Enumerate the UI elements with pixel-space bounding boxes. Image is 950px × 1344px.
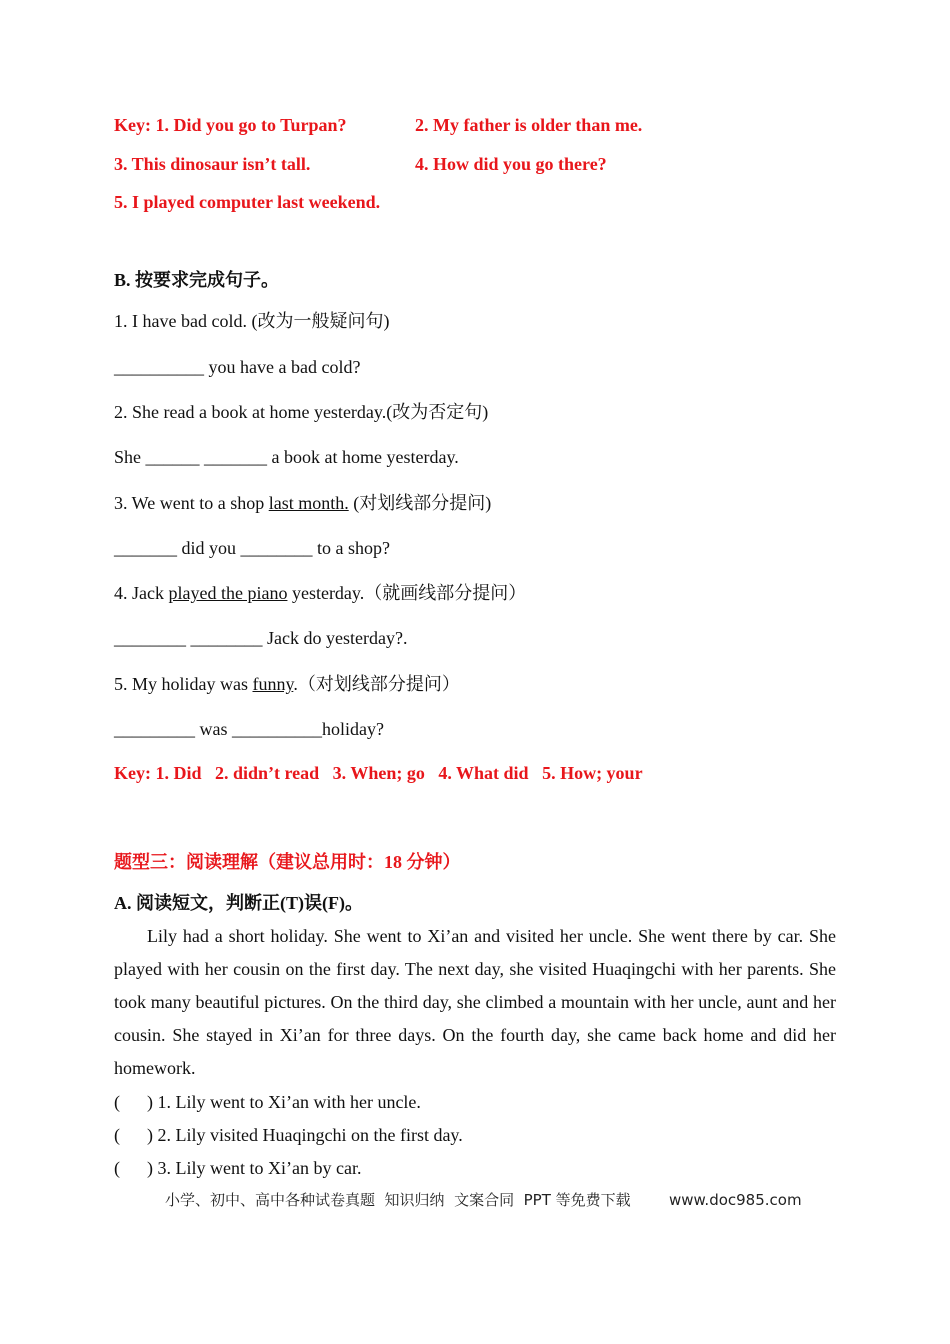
question-5 — [114, 673, 460, 695]
key1-answer-3: 3. This dinosaur isn’t tall. — [114, 154, 311, 174]
section-b-title: B. 按要求完成句子。 — [114, 270, 280, 290]
footer-text: 小学、初中、高中各种试卷真题 知识归纳 文案合同 PPT 等免费下载 — [165, 1191, 631, 1209]
answer-line-3: _______ did you ________ to a shop? — [114, 538, 390, 558]
tf-item-2: ( ) 2. Lily visited Huaqingchi on the first day. — [114, 1125, 463, 1145]
part-a-title: A. 阅读短文，判断正(T)误(F)。 — [114, 893, 363, 913]
reading-passage: Lily had a short holiday. She went to Xi’an and visited her uncle. She went there by car. She played with her cousin on the first day. The next day, she visited Huaqingchi with her parents. She took many beautiful pictures. On the third day, she climbed a mountain with her uncle, aunt and her cousin. She stayed in Xi’an for three days. On the fourth day, she came back home and did her homework. — [114, 926, 836, 1078]
question-3 — [114, 492, 491, 514]
question-3-underlined: last month. — [268, 493, 349, 513]
key1-answer-1: Key: 1. Did you go to Turpan? — [114, 115, 347, 135]
question-3-pre: 3. We went to a shop — [114, 493, 269, 513]
answer-line-2: She ______ _______ a book at home yesterday. — [114, 447, 459, 467]
key1-answer-5: 5. I played computer last weekend. — [114, 192, 381, 212]
question-5-pre: 5. My holiday was — [114, 674, 253, 694]
answer-line-4: ________ ________ Jack do yesterday?. — [114, 628, 408, 648]
question-4-underlined: played the piano — [168, 583, 288, 603]
section-3-title: 题型三：阅读理解（建议总用时：18 分钟） — [114, 852, 461, 872]
question-3-post: (对划线部分提问) — [348, 493, 492, 513]
key1-answer-4: 4. How did you go there? — [415, 154, 607, 174]
answer-line-5: _________ was __________holiday? — [114, 719, 384, 739]
answer-line-1: __________ you have a bad cold? — [114, 357, 361, 377]
question-4 — [114, 582, 526, 604]
question-4-post: yesterday.（就画线部分提问） — [287, 583, 527, 603]
question-4-pre: 4. Jack — [114, 583, 169, 603]
key1-answer-2: 2. My father is older than me. — [415, 115, 643, 135]
tf-item-1: ( ) 1. Lily went to Xi’an with her uncle. — [114, 1092, 421, 1112]
footer-url: www.doc985.com — [669, 1191, 802, 1209]
question-5-underlined: funny — [252, 674, 294, 694]
section-b-key: Key: 1. Did 2. didn’t read 3. When; go 4. What did 5. How; your — [114, 763, 643, 783]
question-5-post: .（对划线部分提问） — [293, 674, 460, 694]
question-2: 2. She read a book at home yesterday.(改为否定句) — [114, 402, 489, 422]
tf-item-3: ( ) 3. Lily went to Xi’an by car. — [114, 1158, 362, 1178]
question-1: 1. I have bad cold. (改为一般疑问句) — [114, 311, 390, 331]
